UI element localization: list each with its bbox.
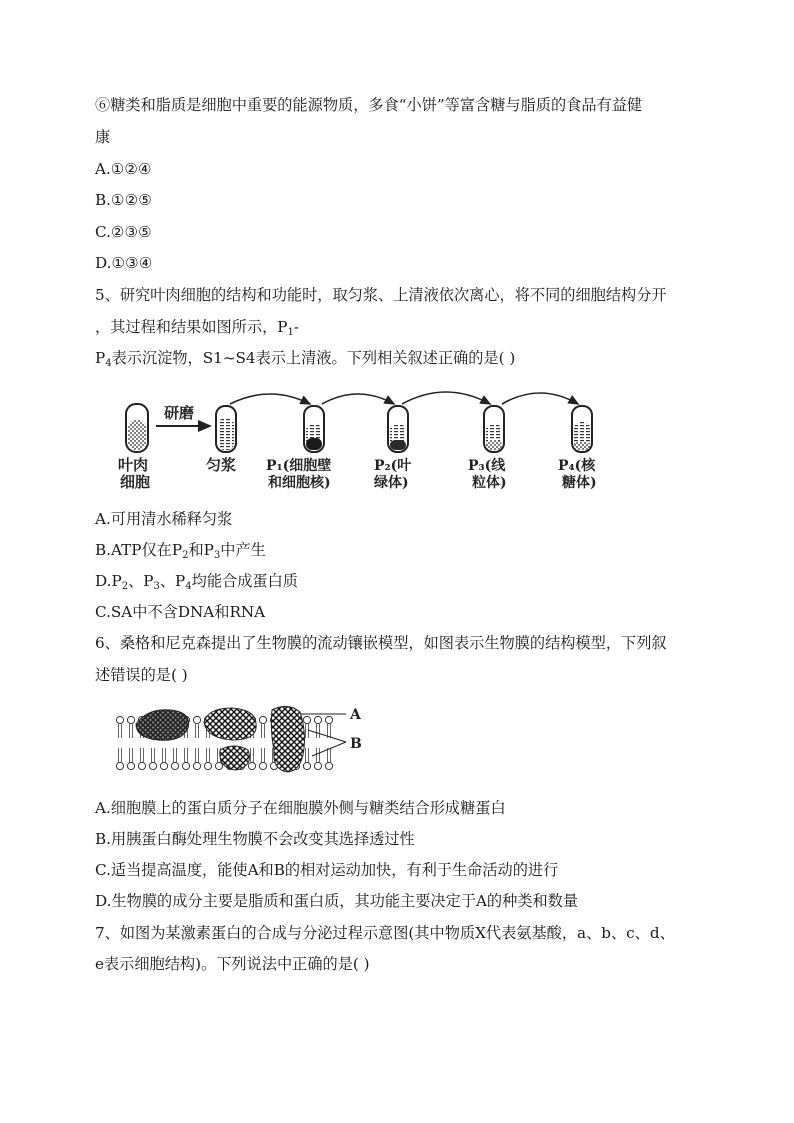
q6-option-b: B.用胰蛋白酶处理生物膜不会改变其选择透过性 — [95, 830, 415, 848]
q5-option-b: B.ATP仅在$P_2$和$P_3$中产生 — [95, 541, 266, 561]
q5-option-c: C.SA中不含DNA和RNA — [95, 603, 266, 621]
phospholipid-head — [193, 716, 200, 723]
phospholipid-tail — [152, 748, 155, 762]
q5-option-d: $D.P_2$、$P_3$、$P_4$均能合成蛋白质 — [95, 572, 298, 592]
phospholipid-head — [325, 762, 332, 769]
q7-stem-line1: 7、如图为某激素蛋白的合成与分泌过程示意图(其中物质X代表氨基酸，a、b、c、d、 — [95, 924, 675, 942]
phospholipid-tail — [262, 724, 265, 738]
q6-stem-line2: 述错误的是( ) — [95, 666, 188, 684]
label-p3-2: 粒体) — [472, 475, 507, 491]
phospholipid-tail — [196, 724, 199, 738]
q5-stem-line3: $P_4$表示沉淀物，S1~S4表示上清液。下列相关叙述正确的是( ) — [95, 349, 516, 369]
phospholipid-tail — [207, 748, 210, 762]
label-p4-1: P₄(核 — [558, 458, 596, 474]
phospholipid-head — [314, 762, 321, 769]
tube-p2 — [388, 406, 408, 452]
label-p2-2: 绿体) — [374, 475, 409, 491]
label-p1-2: 和细胞核) — [268, 475, 331, 491]
q4-option-a: A.①②④ — [95, 160, 152, 178]
q6-option-c: C.适当提高温度，能使A和B的相对运动加快，有利于生命活动的进行 — [95, 861, 559, 879]
phospholipid-head — [259, 762, 266, 769]
q7-stem-line2: e表示细胞结构)。下列说法中正确的是( ) — [95, 955, 370, 973]
phospholipid-tail — [328, 748, 331, 762]
phospholipid-head — [204, 762, 211, 769]
phospholipid-tail — [262, 748, 265, 762]
label-b-line-2 — [312, 742, 346, 756]
tube-p4 — [572, 406, 592, 452]
phospholipid-tail — [130, 724, 133, 738]
grind-label: 研磨 — [164, 404, 195, 422]
q5-stem-line2: ，其过程和结果如图所示，$P_1-$ — [95, 318, 299, 338]
phospholipid-head — [127, 762, 134, 769]
phospholipid-head — [248, 762, 255, 769]
phospholipid-head — [127, 716, 134, 723]
centrifugation-figure — [112, 386, 622, 494]
membrane-model-figure — [108, 700, 378, 780]
centrifuge-arrow-3 — [402, 392, 490, 404]
q4-item6-line1: ⑥糖类和脂质是细胞中重要的能源物质，多食“小饼”等富含糖与脂质的食品有益健 — [95, 96, 643, 114]
centrifuge-arrow-4 — [502, 393, 578, 404]
phospholipid-head — [303, 716, 310, 723]
phospholipid-tail — [174, 748, 177, 762]
q6-option-d: D.生物膜的成分主要是脂质和蛋白质，其功能主要决定于A的种类和数量 — [95, 892, 579, 910]
phospholipid-tail — [119, 748, 122, 762]
label-p1-1: P₁(细胞壁 — [266, 458, 332, 474]
phospholipid-head — [160, 762, 167, 769]
label-p4-2: 糖体) — [562, 475, 597, 491]
q5-option-a: A.可用清水稀释匀浆 — [95, 510, 233, 528]
q6-stem-line1: 6、桑格和尼克森提出了生物膜的流动镶嵌模型，如图表示生物膜的结构模型，下列叙 — [95, 634, 667, 652]
centrifuge-arrow-2 — [322, 394, 394, 404]
phospholipid-tail — [306, 748, 309, 762]
peripheral-protein — [136, 710, 189, 740]
tube-leaf-cells — [126, 404, 148, 452]
phospholipid-tail — [141, 748, 144, 762]
surface-protein — [204, 708, 256, 740]
phospholipid-tail — [119, 724, 122, 738]
q4-option-c: C.②③⑤ — [95, 223, 152, 241]
label-p3-1: P₃(线 — [468, 458, 506, 474]
phospholipid-head — [259, 716, 266, 723]
embedded-protein — [220, 746, 250, 770]
phospholipid-tail — [251, 748, 254, 762]
centrifuge-arrow-1 — [230, 394, 310, 404]
label-p2-1: P₂(叶 — [374, 458, 412, 474]
phospholipid-tail — [196, 748, 199, 762]
phospholipid-head — [303, 762, 310, 769]
phospholipid-head — [215, 762, 222, 769]
phospholipid-tail — [317, 724, 320, 738]
label-a: A — [350, 707, 361, 723]
tube-p3 — [484, 406, 504, 452]
q6-option-a: A.细胞膜上的蛋白质分子在细胞膜外侧与糖类结合形成糖蛋白 — [95, 799, 506, 817]
label-b: B — [350, 736, 362, 752]
phospholipid-head — [182, 762, 189, 769]
q5-stem-line1: 5、研究叶肉细胞的结构和功能时，取匀浆、上清液依次离心，将不同的细胞结构分开 — [95, 286, 667, 304]
phospholipid-head — [149, 762, 156, 769]
transmembrane-protein — [271, 706, 304, 772]
phospholipid-head — [171, 762, 178, 769]
phospholipid-head — [314, 716, 321, 723]
phospholipid-tail — [317, 748, 320, 762]
label-b-line-1 — [308, 730, 346, 742]
label-homogenate: 匀浆 — [206, 456, 237, 474]
phospholipid-head — [116, 762, 123, 769]
q4-item6-line2: 康 — [95, 128, 111, 146]
phospholipid-tail — [185, 748, 188, 762]
phospholipid-tail — [306, 724, 309, 738]
tube-p1 — [304, 406, 324, 452]
phospholipid-head — [325, 716, 332, 723]
grind-arrow — [156, 404, 210, 426]
label-leaf-cells-1: 叶肉 — [118, 456, 149, 474]
phospholipid-tail — [163, 748, 166, 762]
phospholipid-tail — [130, 748, 133, 762]
tube-homogenate — [216, 406, 236, 452]
phospholipid-head — [138, 762, 145, 769]
q4-option-b: B.①②⑤ — [95, 191, 152, 209]
phospholipid-head — [116, 716, 123, 723]
phospholipid-head — [193, 762, 200, 769]
label-leaf-cells-2: 细胞 — [120, 473, 151, 491]
q4-option-d: D.①③④ — [95, 254, 153, 272]
